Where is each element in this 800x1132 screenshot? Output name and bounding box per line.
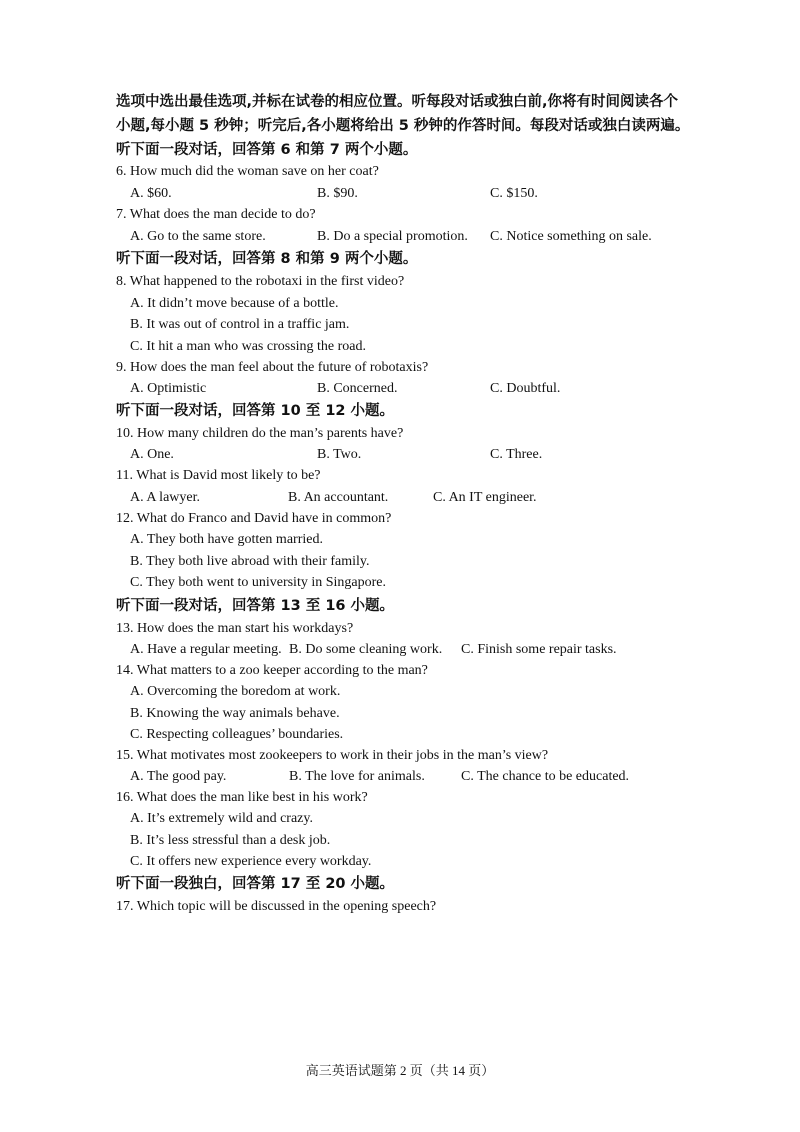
question-stem: 12. What do Franco and David have in common? [116,511,392,526]
option-b: B. They both live abroad with their family. [130,554,370,569]
question-stem: 8. What happened to the robotaxi in the first video? [116,274,405,289]
option-a: A. It’s extremely wild and crazy. [130,811,313,826]
option-b: B. Two. [317,447,362,462]
option-c: C. They both went to university in Singapore. [130,575,386,590]
question-stem: 10. How many children do the man’s parents have? [116,426,404,441]
option-b: B. The love for animals. [289,769,425,784]
option-a: A. Have a regular meeting. [130,642,282,657]
option-c: C. Three. [490,447,543,462]
option-a: A. Go to the same store. [130,229,266,244]
option-b: B. It’s less stressful than a desk job. [130,833,331,848]
option-c: C. It offers new experience every workday. [130,854,372,869]
option-c: C. It hit a man who was crossing the road. [130,339,367,354]
option-c: C. Respecting colleagues’ boundaries. [130,727,344,742]
section-heading: 听下面一段对话，回答第 10 至 12 小题。 [116,403,395,419]
option-a: A. It didn’t move because of a bottle. [130,296,339,311]
instruction-line-2: 小题,每小题 5 秒钟；听完后,各小题将给出 5 秒钟的作答时间。每段对话或独白读两遍。 [116,118,690,134]
option-a: A. A lawyer. [130,490,200,505]
section-heading: 听下面一段对话，回答第 8 和第 9 两个小题。 [116,251,418,267]
section-heading: 听下面一段独白，回答第 17 至 20 小题。 [116,876,395,892]
option-c: C. Doubtful. [490,381,561,396]
question-stem: 15. What motivates most zookeepers to work in their jobs in the man’s view? [116,748,549,763]
option-b: B. Do some cleaning work. [289,642,443,657]
option-a: A. $60. [130,186,172,201]
question-stem: 14. What matters to a zoo keeper according to the man? [116,663,428,678]
question-stem: 11. What is David most likely to be? [116,468,321,483]
option-a: A. One. [130,447,174,462]
option-b: B. Concerned. [317,381,398,396]
question-stem: 17. Which topic will be discussed in the opening speech? [116,899,437,914]
option-b: B. It was out of control in a traffic jam. [130,317,350,332]
option-c: C. The chance to be educated. [461,769,630,784]
option-c: C. $150. [490,186,538,201]
instruction-line-1: 选项中选出最佳选项,并标在试卷的相应位置。听每段对话或独白前,你将有时间阅读各个 [116,94,679,110]
option-a: A. Optimistic [130,381,207,396]
question-stem: 13. How does the man start his workdays? [116,621,354,636]
option-a: A. They both have gotten married. [130,532,323,547]
option-b: B. Do a special promotion. [317,229,468,244]
option-c: C. An IT engineer. [433,490,537,505]
option-c: C. Finish some repair tasks. [461,642,617,657]
section-heading: 听下面一段对话，回答第 13 至 16 小题。 [116,598,395,614]
option-c: C. Notice something on sale. [490,229,652,244]
question-stem: 6. How much did the woman save on her coat? [116,164,379,179]
option-b: B. An accountant. [288,490,389,505]
option-b: B. $90. [317,186,358,201]
page-footer: 高三英语试题第 2 页（共 14 页） [305,1063,495,1078]
option-a: A. The good pay. [130,769,227,784]
question-stem: 16. What does the man like best in his work? [116,790,368,805]
question-stem: 7. What does the man decide to do? [116,207,316,222]
option-a: A. Overcoming the boredom at work. [130,684,341,699]
question-stem: 9. How does the man feel about the future of robotaxis? [116,360,429,375]
section-heading: 听下面一段对话，回答第 6 和第 7 两个小题。 [116,142,418,158]
option-b: B. Knowing the way animals behave. [130,706,340,721]
